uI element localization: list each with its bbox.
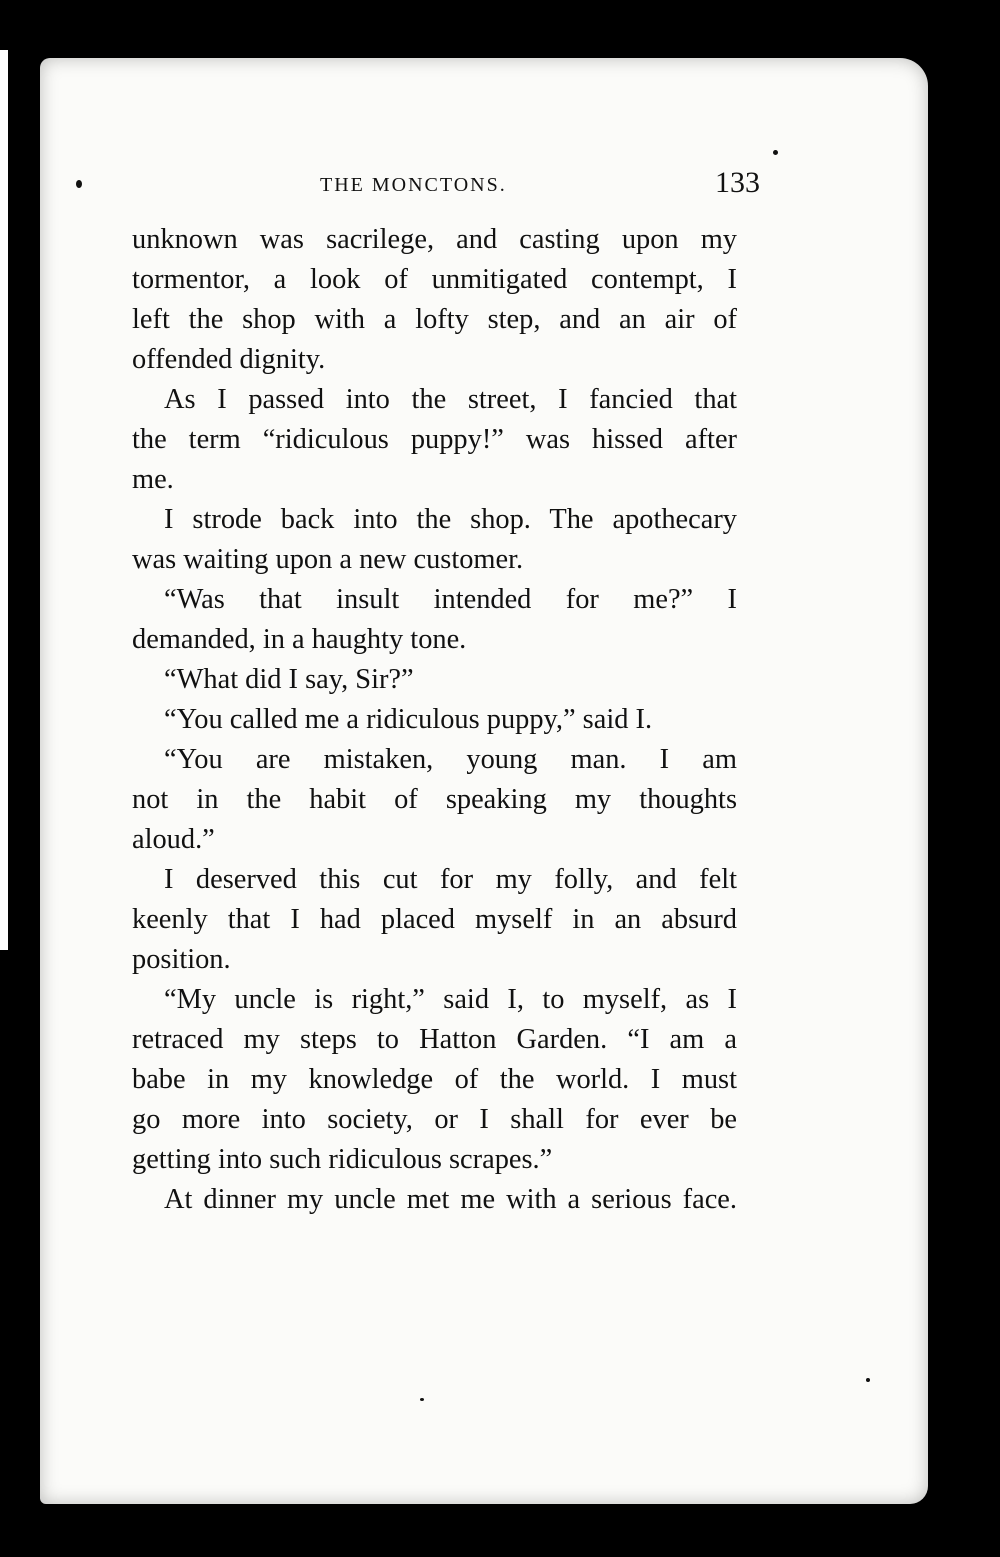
body-text	[132, 220, 737, 1220]
ink-speck	[420, 1398, 424, 1401]
text-line: “Was that insult intended for me?” I	[164, 584, 737, 615]
text-line: not in the habit of speaking my thoughts	[132, 784, 737, 815]
text-line: me.	[132, 464, 174, 495]
text-line: keenly that I had placed myself in an absurd	[132, 904, 737, 935]
text-line: At dinner my uncle met me with a serious face.	[164, 1184, 737, 1215]
text-line: babe in my knowledge of the world. I must	[132, 1064, 737, 1095]
text-line: “You are mistaken, young man. I am	[164, 744, 737, 775]
page-edge-strip	[0, 50, 8, 950]
ink-speck	[866, 1378, 870, 1382]
text-line: demanded, in a haughty tone.	[132, 624, 467, 655]
text-line: aloud.”	[132, 824, 215, 855]
text-line: offended dignity.	[132, 344, 326, 375]
text-line: getting into such ridiculous scrapes.”	[132, 1144, 553, 1175]
page-number: 133	[715, 166, 760, 199]
text-line: position.	[132, 944, 231, 975]
text-line: left the shop with a lofty step, and an air of	[132, 304, 737, 335]
ink-speck	[773, 150, 778, 155]
text-line: retraced my steps to Hatton Garden. “I am a	[132, 1024, 737, 1055]
text-line: I deserved this cut for my folly, and felt	[164, 864, 737, 895]
text-line: tormentor, a look of unmitigated contempt, I	[132, 264, 737, 295]
text-line: go more into society, or I shall for ever be	[132, 1104, 737, 1135]
running-head: THE MONCTONS.	[320, 174, 507, 196]
text-line: I strode back into the shop. The apothecary	[164, 504, 737, 535]
text-line: “My uncle is right,” said I, to myself, as I	[164, 984, 737, 1015]
page-header	[130, 166, 760, 206]
text-line: the term “ridiculous puppy!” was hissed after	[132, 424, 737, 455]
text-line: “What did I say, Sir?”	[164, 664, 414, 695]
text-line: As I passed into the street, I fancied that	[164, 384, 737, 415]
ink-speck	[76, 180, 82, 188]
text-line: unknown was sacrilege, and casting upon my	[132, 224, 737, 255]
text-line: was waiting upon a new customer.	[132, 544, 524, 575]
text-line: “You called me a ridiculous puppy,” said I.	[164, 704, 653, 735]
